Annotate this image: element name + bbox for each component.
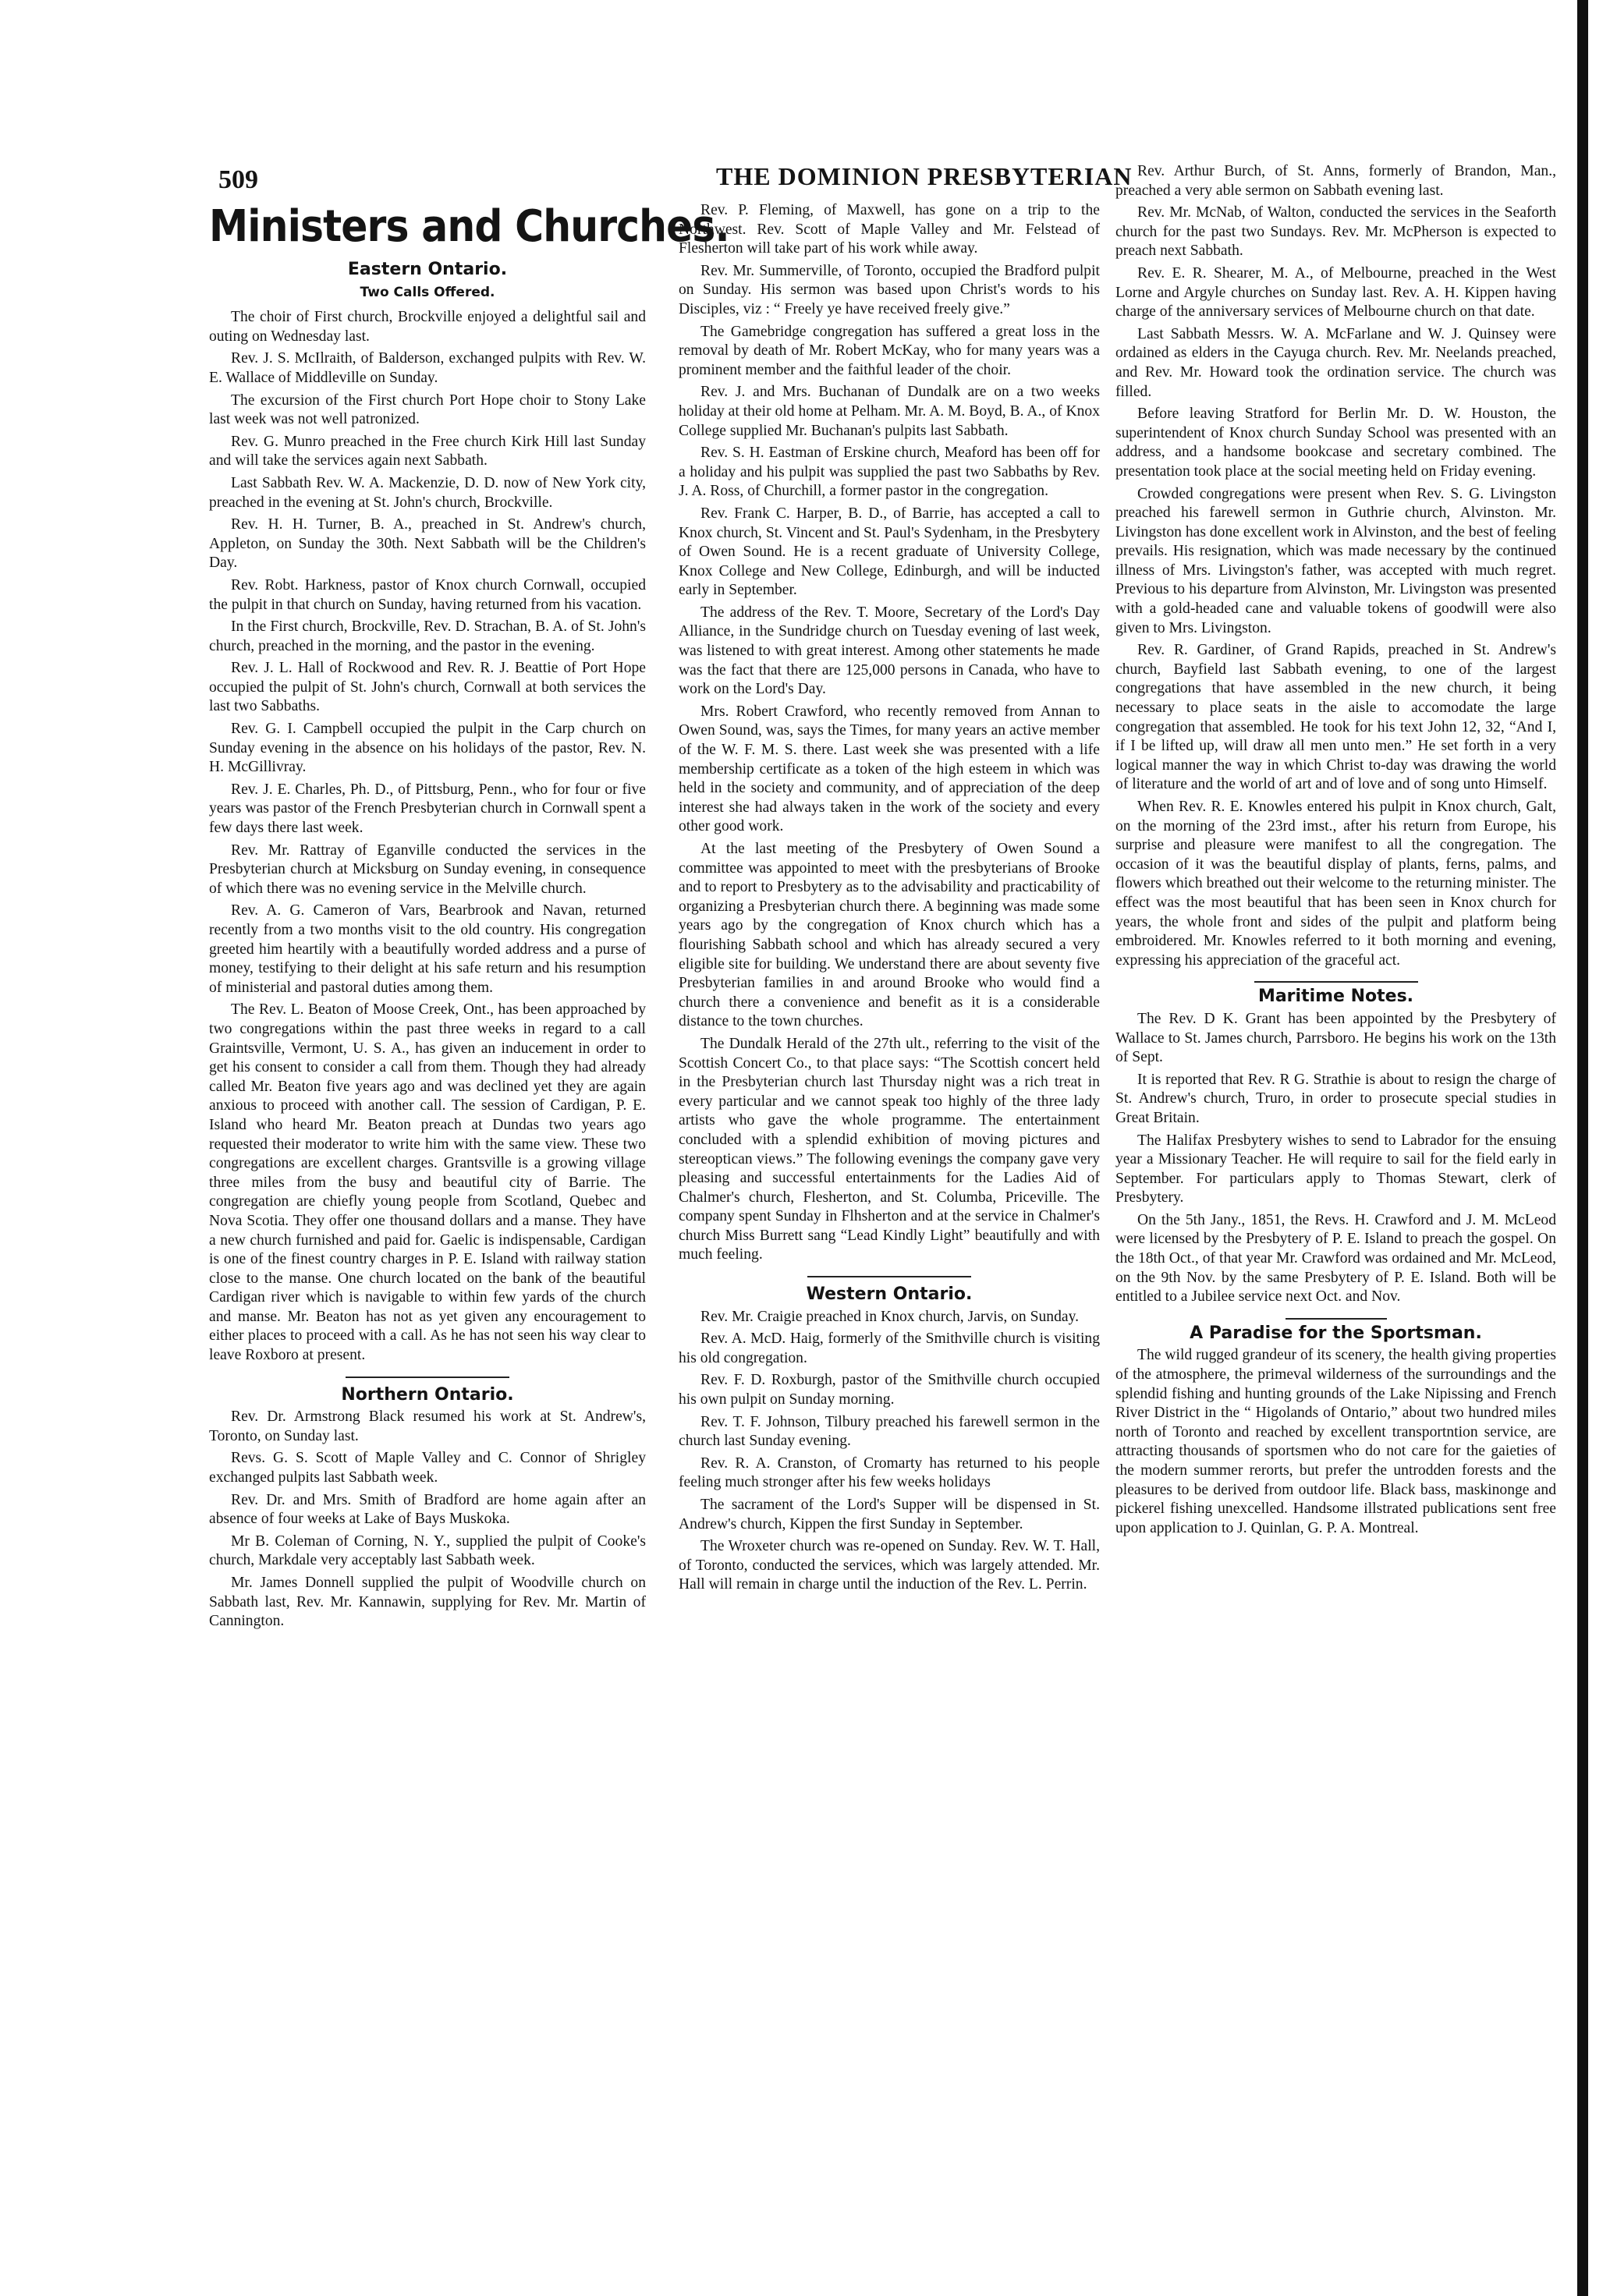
news-paragraph: Rev. R. A. Cranston, of Cromarty has returned to his people feeling much stronger after his few weeks holidays [679, 1454, 1100, 1491]
news-paragraph: Rev. J. S. McIlraith, of Balderson, exchanged pulpits with Rev. W. E. Wallace of Middleville on Sunday. [209, 350, 646, 386]
news-paragraph: The wild rugged grandeur of its scenery, the health giving properties of the atmosphere, the primeval wilderness of the surroundings and the splendid fishing and hunting grounds of the Lake Nipissing and French River District in the “ Higolands of Ontario,” about two hundred miles north of Toronto and reached by excellent transportntion service, are attracting thousands of sportsmen who do not care for the gaieties of the modern summer rerorts, but prefer the untrodden forests and the pleasures to be derived from outdoor life. Black bass, maskinonge and pickerel fishing unexcelled. Handsome illstrated publications sent free upon application to J. Quinlan, G. P. A. Montreal. [1115, 1347, 1556, 1536]
news-paragraph: Mr B. Coleman of Corning, N. Y., supplied the pulpit of Cooke's church, Markdale very acceptably last Sabbath week. [209, 1532, 646, 1569]
maritime-notes [1115, 1010, 1556, 1307]
column-middle [679, 201, 1100, 2268]
news-paragraph: At the last meeting of the Presbytery of Owen Sound a committee was appointed to meet with the presbyterians of Brooke and to report to Presbytery as to the advisability and practicability of organizing a Presbyterian church there. A beginning was made some years ago by the congregation of Knox church which has a flourishing Sabbath school and which has already secured a very eligible site for building. We understand there are about seventy five Presbyterian families in and around Brooke who would find a church there a convenience and benefit as it is a considerable distance to the town churches. [679, 841, 1100, 1030]
news-paragraph: Rev. J. E. Charles, Ph. D., of Pittsburg, Penn., who for four or five years was pastor of the French Presbyterian church in Cornwall spent a few days there last week. [209, 781, 646, 837]
news-paragraph: When Rev. R. E. Knowles entered his pulpit in Knox church, Galt, on the morning of the 23rd imst., after his return from Europe, his surprise and pleasure were manifest to all the congregation. The occasion of it was the beautiful display of plants, ferns, palms, and flowers which breathed out their welcome to the returning minister. The effect was the most beautiful that has been seen in Knox church for years, the whole front and sides of the pulpit and platform being embroidered. Mr. Knowles referred to it both morning and evening, expressing his appreciation of the graceful act. [1115, 799, 1556, 969]
news-paragraph: The sacrament of the Lord's Supper will be dispensed in St. Andrew's church, Kippen the first Sunday in September. [679, 1497, 1100, 1532]
news-paragraph: Rev. E. R. Shearer, M. A., of Melbourne, preached in the West Lorne and Argyle churches on Sunday last. Rev. A. H. Kippen having charge of the anniversary services of Melbourne church on that date. [1115, 264, 1556, 321]
column-right [1115, 162, 1556, 2229]
sportsman-notice [1115, 1346, 1556, 1538]
news-paragraph: Rev. J. and Mrs. Buchanan of Dundalk are on a two weeks holiday at their old home at Pelham. Mr. A. M. Boyd, B. A., of Knox College supplied Mr. Buchanan's pulpits last Sabbath. [679, 384, 1100, 439]
news-paragraph: Rev. Frank C. Harper, B. D., of Barrie, has accepted a call to Knox church, St. Vincent and St. Paul's Sydenham, in the Presbytery of Owen Sound. He is a recent graduate of University College, Knox College and New College, Edinburgh, and will be inducted early in September. [679, 505, 1100, 599]
news-paragraph: Rev. A. McD. Haig, formerly of the Smithville church is visiting his old congregation. [679, 1330, 1100, 1366]
news-paragraph: Rev. Mr. Summerville, of Toronto, occupied the Bradford pulpit on Sunday. His sermon was based upon Christ's words to his Disciples, viz : “ Freely ye have received freely give.” [679, 262, 1100, 317]
right-notes [1115, 162, 1556, 970]
news-paragraph: Mrs. Robert Crawford, who recently removed from Annan to Owen Sound, was, says the Times, for many years an active member of the W. F. M. S. there. Last week she was presented with a life membership certificate as a token of the high esteem in which was held in the society and community, and of appreciation of the deep interest she had always taken in the work of the society and every other good work. [679, 703, 1100, 835]
page-edge-rule [1577, 0, 1588, 2296]
news-paragraph: The Wroxeter church was re-opened on Sunday. Rev. W. T. Hall, of Toronto, conducted the services, which was largely attended. Mr. Hall will remain in charge until the induction of the Rev. L. Perrin. [679, 1538, 1100, 1593]
news-paragraph: The choir of First church, Brockville enjoyed a delightful sail and outing on Wednesday last. [209, 309, 646, 345]
news-paragraph: Rev. G. Munro preached in the Free church Kirk Hill last Sunday and will take the services again next Sabbath. [209, 433, 646, 469]
news-paragraph: Rev. G. I. Campbell occupied the pulpit in the Carp church on Sunday evening in the absence on his holidays of the pastor, Rev. N. H. McGillivray. [209, 721, 646, 776]
heading-northern-ontario: Northern Ontario. [341, 1384, 514, 1405]
news-paragraph: On the 5th Jany., 1851, the Revs. H. Crawford and J. M. McLeod were licensed by the Presbytery of P. E. Island to preach the gospel. On the 18th Oct., of that year Mr. Crawford was ordained and Mr. McLeod, on the 9th Nov. by the same Presbytery of P. E. Island. Both will be entitled to a Jubilee service next Oct. and Nov. [1115, 1211, 1556, 1306]
news-paragraph: Rev. S. H. Eastman of Erskine church, Meaford has been off for a holiday and his pulpit was supplied the past two Sabbaths by Rev. J. A. Ross, of Churchill, a former pastor in the congregation. [679, 445, 1100, 500]
news-paragraph: Rev. R. Gardiner, of Grand Rapids, preached in St. Andrew's church, Bayfield last Sabbath evening, to one of the largest congregations that have assembled in the new church, it being necessary to place seats in the aisle to accomodate the large congregation that assembled. He took for his text John 12, 32, “And I, if I be lifted up, will draw all men unto men.” He set forth in a very logical manner the way in which Christ to-day was drawing the world of literature and the world of art and of love and of song unto Himself. [1115, 642, 1556, 793]
news-paragraph: The address of the Rev. T. Moore, Secretary of the Lord's Day Alliance, in the Sundridge church on Tuesday evening of last week, was listened to with great interest. Among other statements he made was the fact that there are 125,000 persons in Canada, who have to work on the Lord's Day. [679, 604, 1100, 698]
news-paragraph: Rev. Robt. Harkness, pastor of Knox church Cornwall, occupied the pulpit in that church on Sunday, having returned from his vacation. [209, 576, 646, 613]
news-paragraph: Rev. H. H. Turner, B. A., preached in St. Andrew's church, Appleton, on Sunday the 30th. Next Sabbath will be the Children's Day. [209, 516, 646, 572]
news-paragraph: Rev. A. G. Cameron of Vars, Bearbrook and Navan, returned recently from a two months visit to the old country. His congregation greeted him heartily with a beautifully worded address and a purse of money, testifying to their delight at his safe return and his resumption of ministerial and pastoral duties among them. [209, 902, 646, 996]
news-paragraph: Last Sabbath Messrs. W. A. McFarlane and W. J. Quinsey were ordained as elders in the Cayuga church. Rev. Mr. Neelands preached, and Rev. Mr. Howard took the ordination service. The church was filled. [1115, 325, 1556, 400]
news-paragraph: The excursion of the First church Port Hope choir to Stony Lake last week was not well patronized. [209, 392, 646, 428]
news-paragraph: Rev. Arthur Burch, of St. Anns, formerly of Brandon, Man., preached a very able sermon on Sabbath evening last. [1115, 163, 1556, 199]
news-paragraph: Rev. Mr. Craigie preached in Knox church, Jarvis, on Sunday. [700, 1308, 1080, 1325]
eastern-ontario-notes [209, 308, 646, 1365]
column-left [209, 201, 729, 2268]
news-paragraph: It is reported that Rev. R G. Strathie is about to resign the charge of St. Andrew's church, Truro, in order to prosecute special studies in Great Britain. [1115, 1071, 1556, 1126]
news-paragraph: Rev. F. D. Roxburgh, pastor of the Smithville church occupied his own pulpit on Sunday morning. [679, 1372, 1100, 1408]
section-divider [1254, 981, 1418, 983]
news-paragraph: Crowded congregations were present when Rev. S. G. Livingston preached his farewell sermon in Guthrie church, Alvinston. Mr. Livingston has done excellent work in Alvinston, and the best of feeling prevails. His resignation, which was made necessary by the continued illness of Mrs. Livingston's father, was accepted with much regret. Previous to his departure from Alvinston, Mr. Livingston was presented with a gold-headed cane and valuable tokens of goodwill were also given to Mrs. Livingston. [1115, 485, 1556, 636]
news-paragraph: Rev. T. F. Johnson, Tilbury preached his farewell sermon in the church last Sunday evening. [679, 1413, 1100, 1450]
news-paragraph: Rev. P. Fleming, of Maxwell, has gone on a trip to the Northwest. Rev. Scott of Maple Valley and Mr. Felstead of Flesherton will take part of his work while away. [679, 202, 1100, 257]
heading-western-ontario: Western Ontario. [806, 1284, 973, 1305]
news-paragraph: Rev. Dr. Armstrong Black resumed his work at St. Andrew's, Toronto, on Sunday last. [209, 1408, 646, 1444]
news-paragraph: Rev. Dr. and Mrs. Smith of Bradford are home again after an absence of four weeks at Lake of Bays Muskoka. [209, 1491, 646, 1528]
news-paragraph: The Gamebridge congregation has suffered a great loss in the removal by death of Mr. Robert McKay, who for many years was a prominent member and the faithful leader of the choir. [679, 323, 1100, 378]
running-head: THE DOMINION PRESBYTERIAN [716, 162, 1133, 190]
news-paragraph: Rev. Mr. McNab, of Walton, conducted the services in the Seaforth church for the past two Sundays. Rev. Mr. McPherson is expected to preach next Sabbath. [1115, 204, 1556, 260]
western-ontario-notes [679, 1308, 1100, 1595]
news-paragraph: In the First church, Brockville, Rev. D. Strachan, B. A. of St. John's church, preached in the morning, and the pastor in the evening. [209, 618, 646, 654]
news-paragraph: Rev. Mr. Rattray of Eganville conducted the services in the Presbyterian church at Micksburg on Sunday evening, in consequence of which there was no evening service in the Melville church. [209, 842, 646, 897]
news-paragraph: Last Sabbath Rev. W. A. Mackenzie, D. D. now of New York city, preached in the evening at St. John's church, Brockville. [209, 474, 646, 511]
news-paragraph: The Rev. D K. Grant has been appointed by the Presbytery of Wallace to St. James church, Parrsboro. He begins his work on the 13th of Sept. [1115, 1010, 1556, 1066]
heading-maritime-notes: Maritime Notes. [1257, 987, 1414, 1007]
news-paragraph: Mr. James Donnell supplied the pulpit of Woodville church on Sabbath last, Rev. Mr. Kannawin, supplying for Rev. Mr. Martin of Cannington. [209, 1575, 646, 1630]
news-paragraph: The Rev. L. Beaton of Moose Creek, Ont., has been approached by two congregations within the past three weeks in regard to a call Graintsville, Vermont, U. S. A., has given an inducement in order to get his consent to consider a call from them. Though they had already called Mr. Beaton five years ago and was declined yet they are again anxious to proceed with another call. The session of Cardigan, P. E. Island who heard Mr. Beaton preach at Dundas two years ago requested their moderator to write him with the same view. These two congregations are excellent charges. Grantsville is a growing village three miles from the busy and beautiful city of Barrie. The congregation are chiefly young people from Scotland, Quebec and Nova Scotia. They offer one thousand dollars and a manse. They have a new church furnished and paid for. Gaelic is indispensable, Cardigan is one of the finest country charges in P. E. Island with railway station close to the manse. One church located on the bank of the beautiful Cardigan river which is navigable to within few yards of the church and manse. Mr. Beaton has not as yet given any encouragement to either places to proceed with a call. As he has not seen his way clear to leave Roxboro at present. [209, 1001, 646, 1364]
news-paragraph: Revs. G. S. Scott of Maple Valley and C. Connor of Shrigley exchanged pulpits last Sabbath week. [209, 1450, 646, 1486]
northern-ontario-notes [209, 1408, 646, 1632]
news-paragraph: Before leaving Stratford for Berlin Mr. D. W. Houston, the superintendent of Knox church Sunday School was presented with an address, and a handsome bookcase and secretary combined. The presentation took place at the social meeting held on Friday evening. [1115, 406, 1556, 480]
middle-notes [679, 201, 1100, 1265]
section-divider [807, 1276, 971, 1277]
heading-eastern-ontario: Eastern Ontario. [347, 260, 508, 279]
news-paragraph: Rev. J. L. Hall of Rockwood and Rev. R. J. Beattie of Port Hope occupied the pulpit of St. John's church, Cornwall at both services the last two Sabbaths. [209, 660, 646, 715]
section-divider [1286, 1318, 1387, 1320]
page-title: Ministers and Churches. [209, 201, 729, 252]
news-paragraph: The Halifax Presbytery wishes to send to Labrador for the ensuing year a Missionary Teacher. He will require to sail for the field early in September. For particulars apply to Thomas Stewart, clerk of Presbytery. [1115, 1132, 1556, 1206]
news-paragraph: The Dundalk Herald of the 27th ult., referring to the visit of the Scottish Concert Co., to that place says: “The Scottish concert held in the Presbyterian church last Thursday night was a rich treat in every particular and we cannot speak too highly of the three lady artists who gave the whole programme. The entertainment concluded with a splendid exhibition of moving pictures and stereoptican views.” The following evenings the company gave very pleasing and successful entertainments for the Ladies Aid of Chalmer's church, Flesherton, and St. Columba, Priceville. The company spent Sunday in Flhsherton and at the service in Chalmer's church Miss Burrett sang “Lead Kindly Light” beautifully and with much feeling. [679, 1035, 1100, 1263]
heading-paradise-sportsman: A Paradise for the Sportsman. [1190, 1323, 1482, 1343]
page-number: 509 [218, 165, 258, 194]
section-divider [346, 1377, 509, 1378]
subheading-two-calls: Two Calls Offered. [360, 284, 495, 300]
